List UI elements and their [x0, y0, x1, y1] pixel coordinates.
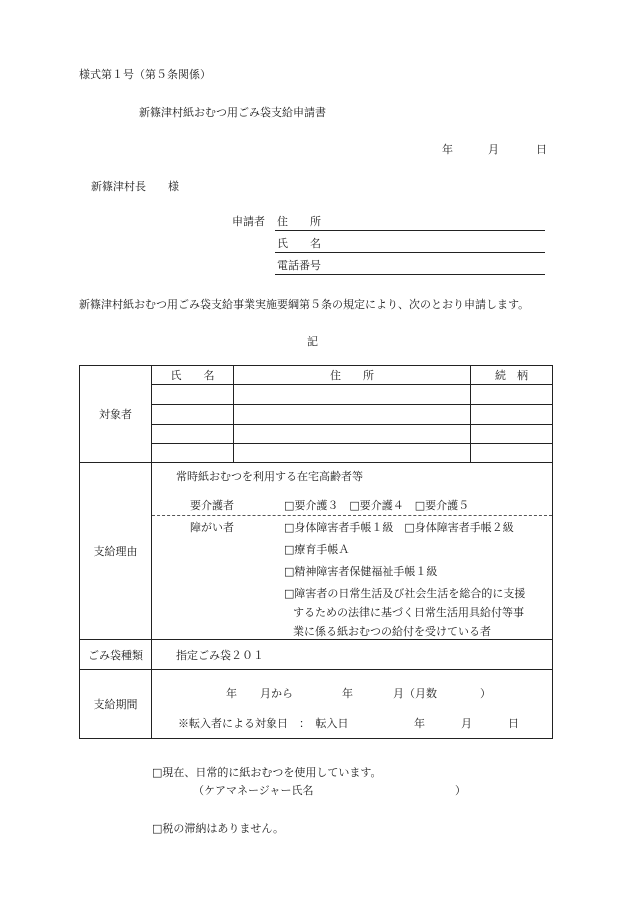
date-year-label: 年	[442, 143, 453, 156]
period-month-from: 月から	[260, 687, 293, 700]
target-address-cell[interactable]	[234, 385, 471, 405]
col-relation-header: 続 柄	[471, 366, 553, 385]
period-label: 支給期間	[80, 670, 152, 739]
target-name-cell[interactable]	[152, 425, 234, 444]
target-label: 対象者	[80, 366, 152, 463]
col-name-header: 氏 名	[152, 366, 234, 385]
care-label: 要介護者	[190, 499, 234, 512]
bag-label: ごみ袋種類	[80, 640, 152, 670]
phone-underline	[275, 274, 545, 275]
care-manager-close: ）	[455, 784, 466, 797]
applicant-address-label: 住 所	[277, 215, 321, 228]
period-close: ）	[480, 687, 491, 700]
disability-option-cont: 業に係る紙おむつの給付を受けている者	[293, 625, 491, 638]
disability-option[interactable]: □療育手帳Ａ	[284, 543, 350, 556]
disability-label: 障がい者	[190, 521, 234, 534]
applicant-name-label: 氏 名	[277, 237, 321, 250]
transfer-note: ※転入者による対象日 ： 転入日	[178, 717, 349, 730]
document-title: 新篠津村紙おむつ用ごみ袋支給申請書	[139, 106, 326, 119]
form-number: 様式第１号（第５条関係）	[79, 68, 211, 81]
ki-label: 記	[307, 335, 318, 348]
intro-text: 新篠津村紙おむつ用ごみ袋支給事業実施要綱第５条の規定により、次のとおり申請します。	[79, 298, 530, 311]
col-address-header: 住 所	[234, 366, 471, 385]
care-manager-label: （ケアマネージャー氏名	[193, 784, 314, 797]
target-relation-cell[interactable]	[471, 425, 553, 444]
address-underline	[275, 230, 545, 231]
care-options[interactable]: □要介護３ □要介護４ □要介護５	[284, 499, 470, 512]
transfer-day: 日	[508, 717, 519, 730]
target-address-cell[interactable]	[234, 444, 471, 463]
bag-value: 指定ごみ袋２０１	[152, 640, 553, 670]
target-name-cell[interactable]	[152, 444, 234, 463]
applicant-phone-label: 電話番号	[277, 259, 321, 272]
period-year1: 年	[226, 687, 237, 700]
date-day-label: 日	[536, 143, 547, 156]
target-name-cell[interactable]	[152, 405, 234, 425]
target-address-cell[interactable]	[234, 405, 471, 425]
reason-heading: 常時紙おむつを利用する在宅高齢者等	[176, 470, 363, 483]
tax-checkbox[interactable]: □税の滞納はありません。	[152, 822, 285, 835]
disability-option-cont: するための法律に基づく日常生活用具給付等事	[293, 606, 524, 619]
period-year2: 年	[342, 687, 353, 700]
disability-option[interactable]: □身体障害者手帳１級 □身体障害者手帳２級	[284, 521, 514, 534]
diaper-use-checkbox[interactable]: □現在、日常的に紙おむつを使用しています。	[152, 766, 382, 779]
name-underline	[275, 252, 545, 253]
period-month2: 月（月数	[393, 687, 437, 700]
reason-label: 支給理由	[80, 463, 152, 640]
disability-option[interactable]: □精神障害者保健福祉手帳１級	[284, 565, 438, 578]
date-month-label: 月	[488, 143, 499, 156]
target-relation-cell[interactable]	[471, 385, 553, 405]
target-name-cell[interactable]	[152, 385, 234, 405]
transfer-year: 年	[414, 717, 425, 730]
target-address-cell[interactable]	[234, 425, 471, 444]
applicant-label: 申請者	[232, 215, 265, 228]
disability-option[interactable]: □障害者の日常生活及び社会生活を総合的に支援	[284, 587, 526, 600]
reason-cell	[152, 463, 553, 640]
addressee: 新篠津村長 様	[91, 180, 179, 193]
target-relation-cell[interactable]	[471, 444, 553, 463]
period-cell	[152, 670, 553, 739]
application-table	[79, 365, 553, 739]
target-relation-cell[interactable]	[471, 405, 553, 425]
reason-divider	[152, 515, 552, 516]
transfer-month: 月	[461, 717, 472, 730]
